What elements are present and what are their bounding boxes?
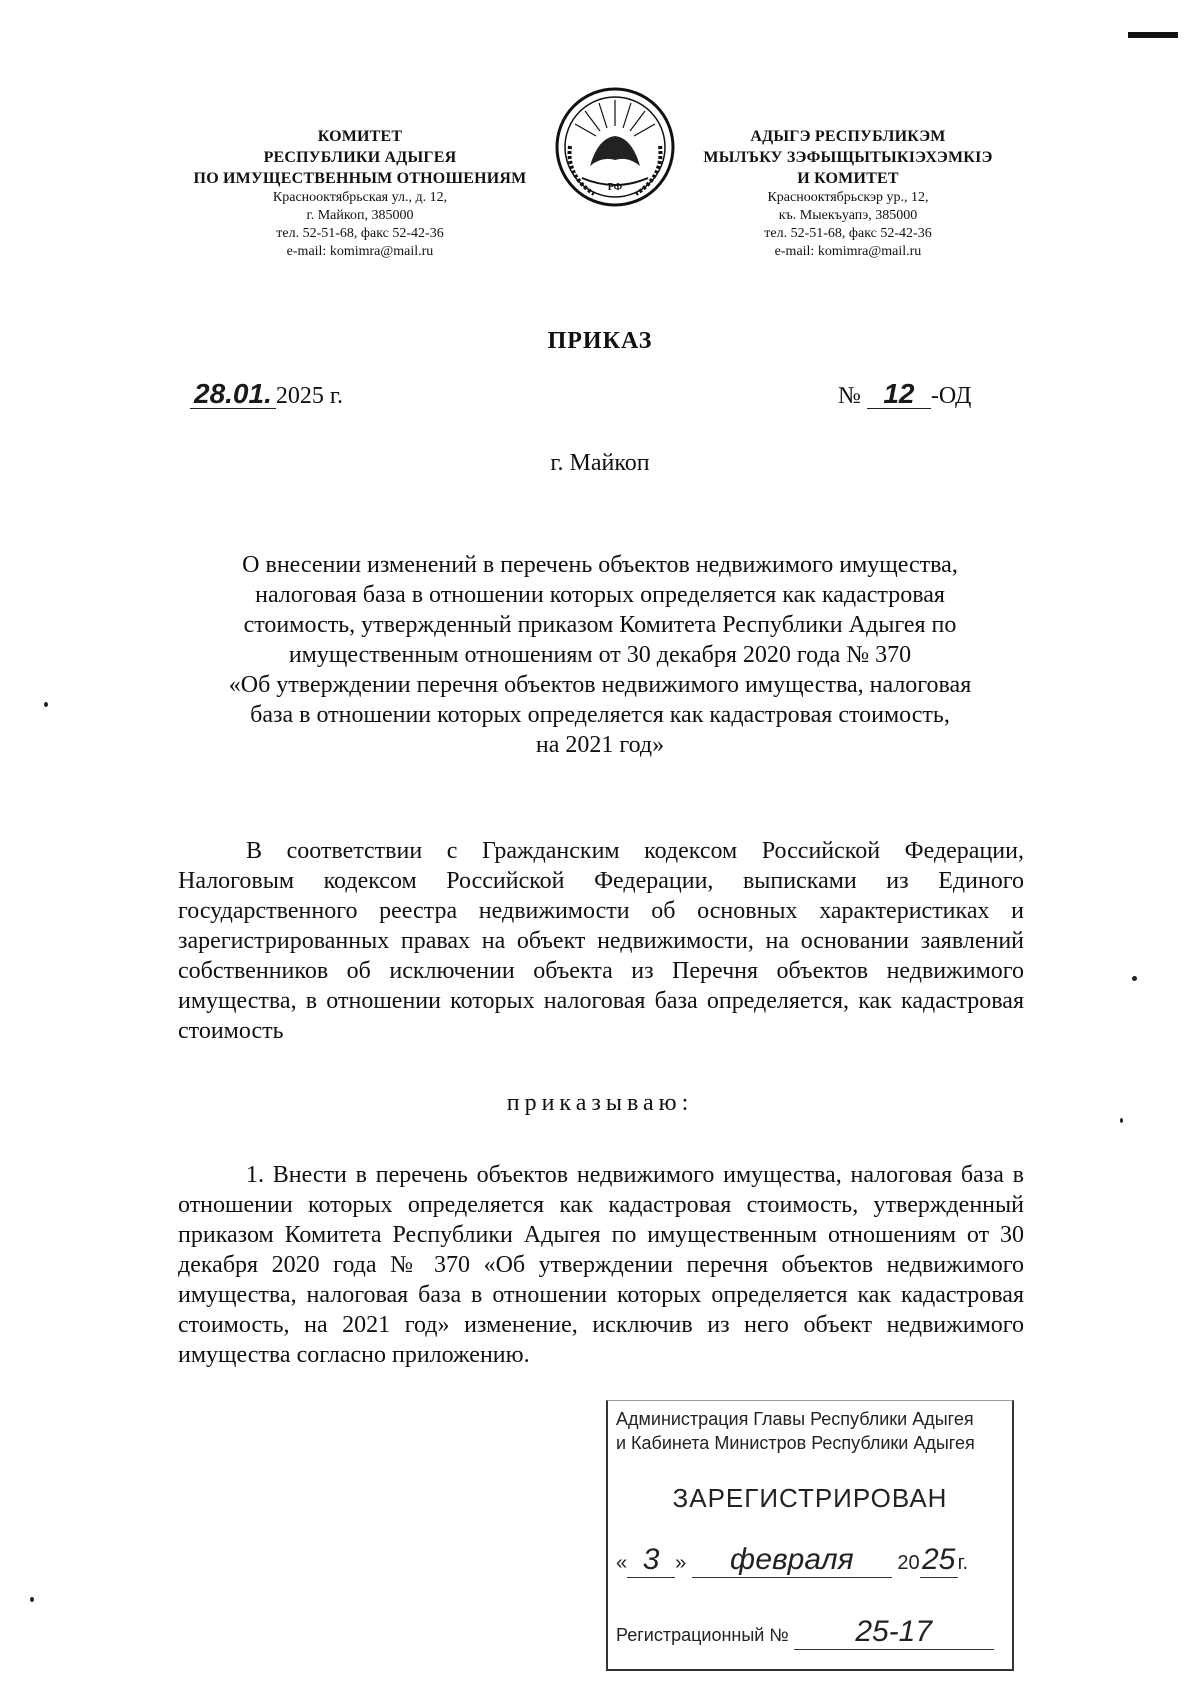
org-name-ady-1: АДЫГЭ РЕСПУБЛИКЭМ [750, 128, 946, 145]
stamp-reg-number: 25-17 [794, 1615, 994, 1650]
address-ru-2: г. Майкоп, 385000 [306, 208, 414, 223]
stamp-reg-label: Регистрационный № [616, 1625, 789, 1645]
date-year: 2025 г. [275, 383, 343, 409]
stamp-authority-line-2: и Кабинета Министров Республики Адыгея [616, 1433, 975, 1453]
emblem-seal-text: РФ [607, 182, 623, 193]
number-sign: № [838, 383, 861, 409]
scan-speck [44, 702, 48, 707]
header-right [678, 126, 1018, 261]
registration-stamp [606, 1400, 1014, 1671]
document-number [838, 380, 971, 410]
stamp-year: 25 [920, 1543, 958, 1578]
stamp-status: ЗАРЕГИСТРИРОВАН [672, 1483, 948, 1513]
document-title: ПРИКАЗ [547, 328, 653, 354]
stamp-open-quote: « [616, 1552, 628, 1574]
scan-speck [1132, 976, 1137, 981]
number-suffix: -ОД [930, 383, 972, 409]
scan-speck [30, 1597, 34, 1602]
scan-speck [1120, 1118, 1123, 1123]
stamp-date [616, 1543, 1006, 1578]
subject-line: «Об утверждении перечня объектов недвижимого имущества, налоговая [228, 672, 972, 698]
subject-line: база в отношении которых определяется как кадастровая стоимость, [250, 702, 950, 728]
coat-of-arms-icon [554, 86, 676, 208]
document-city: г. Майкоп [550, 450, 650, 476]
subject-line: налоговая база в отношении которых определяется как кадастровая [255, 582, 945, 608]
org-name-ru-3: ПО ИМУЩЕСТВЕННЫМ ОТНОШЕНИЯМ [193, 170, 527, 187]
stamp-close-quote: » [675, 1552, 687, 1574]
subject-line: имущественным отношениям от 30 декабря 2020 года № 370 [288, 642, 912, 668]
address-ady-1: Краснооктябрьскэр ур., 12, [767, 190, 929, 205]
stamp-year-suffix: г. [957, 1552, 969, 1574]
org-name-ru-1: КОМИТЕТ [317, 128, 403, 145]
email-ru: e-mail: komimra@mail.ru [286, 244, 434, 259]
stamp-registration [616, 1615, 1006, 1650]
org-name-ady-2: МЫЛЪКУ ЗЭФЫЩЫТЫКІЭХЭМКІЭ [703, 149, 993, 166]
email-ady: e-mail: komimra@mail.ru [774, 244, 922, 259]
subject-line: на 2021 год» [535, 732, 665, 758]
address-ru-1: Краснооктябрьская ул., д. 12, [272, 190, 448, 205]
document-date [190, 380, 343, 410]
item-1-paragraph: 1. Внести в перечень объектов недвижимого имущества, налоговая база в отношении которых определяется как кадастровая стоимость, утвержденный приказом Комитета Республики Адыгея по имущественным отношениям от 30 декабря 2020 года № 370 «Об утверждении перечня объектов недвижимого имущества, налоговая база в отношении которых определяется как кадастровая стоимость, на 2021 год» изменение, исключив из него объект недвижимого имущества согласно приложению. [178, 1162, 1024, 1368]
preamble-paragraph: В соответствии с Гражданским кодексом Российской Федерации, Налоговым кодексом Российской Федерации, выписками из Единого государственного реестра недвижимости об основных характеристиках и зарегистрированных правах на объект недвижимости, на основании заявлений собственников об исключении объекта из Перечня объектов недвижимого имущества, в отношении которых налоговая база определяется, как кадастровая стоимость [178, 838, 1024, 1044]
stamp-day: 3 [627, 1543, 675, 1578]
document-subject [172, 550, 1028, 760]
handwritten-number: 12 [867, 380, 931, 409]
address-ady-2: къ. Мыекъуапэ, 385000 [778, 208, 918, 223]
org-name-ady-3: И КОМИТЕТ [797, 170, 899, 187]
handwritten-date: 28.01. [190, 380, 276, 409]
stamp-authority-line-1: Администрация Главы Республики Адыгея [616, 1409, 974, 1429]
scan-mark [1128, 32, 1178, 38]
subject-line: О внесении изменений в перечень объектов недвижимого имущества, [242, 552, 958, 578]
phone-ru: тел. 52-51-68, факс 52-42-36 [276, 226, 444, 241]
stamp-month: февраля [692, 1543, 892, 1578]
stamp-year-prefix: 20 [897, 1552, 920, 1574]
header-left [170, 126, 550, 261]
phone-ady: тел. 52-51-68, факс 52-42-36 [764, 226, 932, 241]
org-name-ru-2: РЕСПУБЛИКИ АДЫГЕЯ [263, 149, 457, 166]
subject-line: стоимость, утвержденный приказом Комитета Республики Адыгея по [243, 612, 957, 638]
decree-word: приказываю: [506, 1090, 694, 1116]
